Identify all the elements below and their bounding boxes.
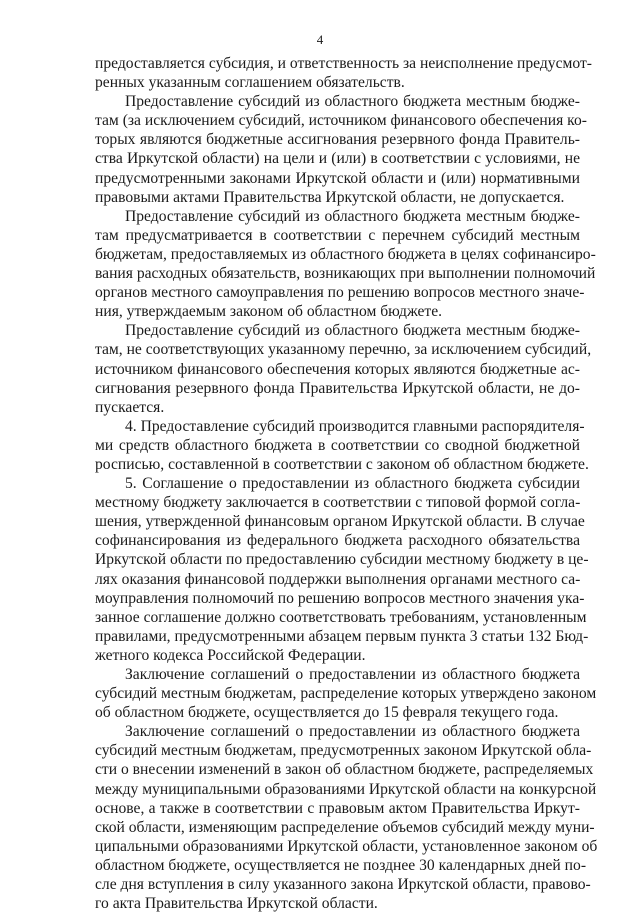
text-line: Предоставление субсидий из областного бюджета местным бюдже- [125, 93, 580, 111]
text-line: областном бюджете, осуществляется не позднее 30 календарных дней по- [95, 856, 587, 874]
text-line: об областном бюджете, осуществляется до 15 февраля текущего года. [95, 704, 559, 722]
text-line: Предоставление субсидий из областного бюджета местным бюдже- [125, 322, 580, 340]
paragraph [95, 722, 598, 913]
text-line: ципальными образованиями Иркутской области, установленное законом об [95, 837, 598, 855]
text-line: ства Иркутской области) на цели и (или) в соответствии с условиями, не [95, 150, 580, 168]
text-line: правовыми актами Правительства Иркутской области, не допускается. [95, 188, 565, 206]
text-line: 4. Предоставление субсидий производится главными распорядителя- [125, 417, 585, 435]
text-line: пускается. [95, 398, 165, 416]
text-line: росписью, составленной в соответствии с законом об областном бюджете. [95, 455, 589, 473]
paragraph [95, 665, 597, 722]
text-line: субсидий местным бюджетам, распределение которых утверждено законом [95, 685, 597, 703]
text-line: сле дня вступления в силу указанного закона Иркутской области, правово- [95, 876, 591, 894]
paragraph [95, 321, 592, 416]
text-line: торых являются бюджетные ассигнования резервного фонда Правитель- [95, 131, 580, 149]
text-line: сти о внесении изменений в закон об областном бюджете, распределяемых [95, 761, 594, 779]
text-line: основе, а также в соответствии с правовым актом Правительства Иркут- [95, 799, 580, 817]
text-line: ния, утверждаемым законом об областном бюджете. [95, 303, 443, 321]
text-line: ской области, изменяющим распределение объемов субсидий между муни- [95, 818, 595, 836]
text-line: ми средств областного бюджета в соответствии со сводной бюджетной [95, 436, 580, 454]
text-line: правилами, предусмотренными абзацем первым пункта 3 статьи 132 Бюд- [95, 627, 589, 645]
text-line: там, не соответствующих указанному перечню, за исключением субсидий, [95, 341, 592, 359]
text-line: ренных указанным соглашением обязательств. [95, 74, 405, 92]
paragraph [95, 207, 596, 322]
page-number: 4 [316, 32, 324, 47]
paragraph [95, 54, 592, 92]
text-line: жетного кодекса Российской Федерации. [95, 646, 366, 664]
text-line: лях оказания финансовой поддержки выполнения органами местного са- [95, 570, 581, 588]
text-line: местному бюджету заключается в соответствии с типовой формой согла- [95, 494, 581, 512]
text-line: занное соглашение должно соответствовать требованиям, установленным [95, 608, 587, 626]
text-line: го акта Правительства Иркутской области. [95, 895, 378, 913]
text-line: предоставляется субсидия, и ответственность за неисполнение предусмот- [95, 55, 592, 72]
document-body [95, 54, 598, 913]
text-line: софинансирования из федерального бюджета расходного обязательства [95, 532, 580, 550]
text-line: там предусматривается в соответствии с перечнем субсидий местным [95, 226, 580, 244]
text-line: моуправления полномочий по решению вопросов местного значения ука- [95, 589, 585, 607]
text-line: бюджетам, предоставляемых из областного бюджета в целях софинансиро- [95, 245, 596, 263]
text-line: Заключение соглашений о предоставлении из областного бюджета [125, 723, 580, 741]
text-line: источником финансового обеспечения которых являются бюджетные ас- [95, 360, 580, 378]
text-line: органов местного самоуправления по решению вопросов местного значе- [95, 284, 585, 302]
text-line: 5. Соглашение о предоставлении из областного бюджета субсидии [125, 475, 580, 493]
text-line: Предоставление субсидий из областного бюджета местным бюдже- [125, 207, 580, 225]
text-line: шения, утвержденной финансовым органом Иркутской области. В случае [95, 513, 585, 531]
paragraph [95, 417, 589, 474]
text-line: между муниципальными образованиями Иркутской области на конкурсной [95, 780, 597, 798]
paragraph [95, 474, 589, 665]
text-line: вания расходных обязательств, возникающих при выполнении полномочий [95, 265, 596, 283]
text-line: предусмотренными законами Иркутской области и (или) нормативными [95, 169, 580, 187]
text-line: Иркутской области по предоставлению субсидии местному бюджету в це- [95, 551, 589, 569]
paragraph [95, 92, 587, 207]
text-line: Заключение соглашений о предоставлении из областного бюджета [125, 666, 580, 683]
text-line: субсидий местным бюджетам, предусмотренных законом Иркутской обла- [95, 742, 592, 760]
text-line: там (за исключением субсидий, источником финансового обеспечения ко- [95, 112, 587, 130]
text-line: сигнования резервного фонда Правительства Иркутской области, не до- [95, 379, 580, 397]
